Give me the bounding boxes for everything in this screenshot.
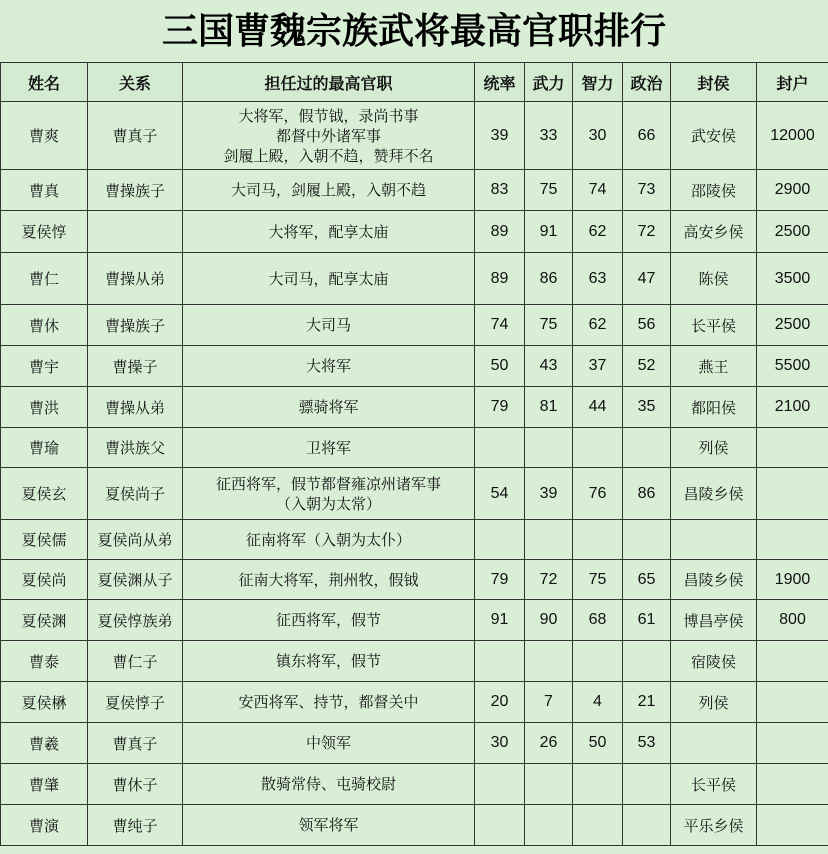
- cell-lead: 89: [475, 211, 525, 253]
- position-line: 征西将军，假节: [275, 611, 381, 629]
- table-row: [1, 468, 828, 520]
- table-row: [1, 170, 828, 211]
- cell-pol: 53: [623, 723, 671, 764]
- col-title-header: 封侯: [671, 63, 757, 102]
- cell-title: [671, 520, 757, 560]
- cell-war: [525, 764, 573, 805]
- cell-position: [183, 723, 475, 764]
- cell-int: [573, 428, 623, 468]
- cell-fief: 2500: [757, 211, 828, 253]
- cell-pol: 47: [623, 253, 671, 305]
- cell-int: 74: [573, 170, 623, 211]
- cell-title: 武安侯: [671, 102, 757, 170]
- cell-relation: 曹休子: [88, 764, 183, 805]
- cell-relation: [88, 211, 183, 253]
- cell-war: [525, 641, 573, 682]
- cell-lead: [475, 805, 525, 846]
- cell-pol: [623, 641, 671, 682]
- cell-position: [183, 520, 475, 560]
- col-lead-header: 统率: [475, 63, 525, 102]
- col-pol-header: 政治: [623, 63, 671, 102]
- cell-lead: [475, 428, 525, 468]
- cell-title: 长平侯: [671, 764, 757, 805]
- cell-name: 曹仁: [1, 253, 88, 305]
- cell-position: [183, 428, 475, 468]
- cell-fief: 3500: [757, 253, 828, 305]
- cell-war: [525, 428, 573, 468]
- cell-pol: 21: [623, 682, 671, 723]
- cell-title: 宿陵侯: [671, 641, 757, 682]
- cell-title: 昌陵乡侯: [671, 560, 757, 600]
- cell-position: [183, 600, 475, 641]
- cell-title: 都阳侯: [671, 387, 757, 428]
- cell-int: 76: [573, 468, 623, 520]
- cell-fief: 2900: [757, 170, 828, 211]
- cell-title: 陈侯: [671, 253, 757, 305]
- cell-lead: [475, 641, 525, 682]
- col-relation-header: 关系: [88, 63, 183, 102]
- col-int-header: 智力: [573, 63, 623, 102]
- cell-relation: 夏侯尚子: [88, 468, 183, 520]
- cell-int: [573, 520, 623, 560]
- cell-int: 50: [573, 723, 623, 764]
- cell-int: 63: [573, 253, 623, 305]
- cell-name: 曹洪: [1, 387, 88, 428]
- cell-lead: 83: [475, 170, 525, 211]
- cell-pol: 66: [623, 102, 671, 170]
- generals-table: [0, 62, 828, 846]
- cell-war: 81: [525, 387, 573, 428]
- cell-relation: 曹操子: [88, 346, 183, 387]
- cell-relation: 曹纯子: [88, 805, 183, 846]
- cell-title: 列侯: [671, 682, 757, 723]
- position-line: 散骑常侍、屯骑校尉: [260, 775, 396, 793]
- cell-relation: 夏侯渊从子: [88, 560, 183, 600]
- col-position-header: 担任过的最高官职: [183, 63, 475, 102]
- cell-name: 曹爽: [1, 102, 88, 170]
- cell-war: 39: [525, 468, 573, 520]
- cell-fief: 2100: [757, 387, 828, 428]
- table-body: [1, 102, 828, 846]
- position-line: 征南大将军，荆州牧，假钺: [238, 570, 419, 589]
- cell-name: 曹羲: [1, 723, 88, 764]
- cell-lead: 20: [475, 682, 525, 723]
- cell-lead: 50: [475, 346, 525, 387]
- cell-int: 75: [573, 560, 623, 600]
- cell-war: 7: [525, 682, 573, 723]
- cell-int: 68: [573, 600, 623, 641]
- table-row: [1, 253, 828, 305]
- table-row: [1, 805, 828, 846]
- cell-name: 夏侯尚: [1, 560, 88, 600]
- cell-lead: 91: [475, 600, 525, 641]
- table-row: [1, 520, 828, 560]
- cell-war: [525, 520, 573, 560]
- table-row: [1, 682, 828, 723]
- cell-pol: 56: [623, 305, 671, 346]
- position-line: 骠骑将军: [298, 398, 359, 416]
- cell-lead: 74: [475, 305, 525, 346]
- cell-name: 曹肇: [1, 764, 88, 805]
- cell-int: [573, 805, 623, 846]
- cell-int: 62: [573, 211, 623, 253]
- cell-int: [573, 764, 623, 805]
- cell-position: [183, 211, 475, 253]
- cell-name: 曹演: [1, 805, 88, 846]
- cell-fief: [757, 764, 828, 805]
- position-line: 领军将军: [298, 816, 359, 834]
- cell-fief: 2500: [757, 305, 828, 346]
- cell-fief: [757, 682, 828, 723]
- cell-fief: 12000: [757, 102, 828, 170]
- table-row: [1, 305, 828, 346]
- cell-war: [525, 805, 573, 846]
- cell-war: 26: [525, 723, 573, 764]
- cell-war: 91: [525, 211, 573, 253]
- cell-relation: 曹操从弟: [88, 253, 183, 305]
- cell-relation: 曹操从弟: [88, 387, 183, 428]
- table-row: [1, 600, 828, 641]
- cell-name: 曹真: [1, 170, 88, 211]
- cell-relation: 曹仁子: [88, 641, 183, 682]
- position-line: 征南将军（入朝为太仆）: [245, 530, 411, 549]
- cell-title: 高安乡侯: [671, 211, 757, 253]
- cell-pol: 35: [623, 387, 671, 428]
- table-row: [1, 428, 828, 468]
- position-line: 中领军: [305, 734, 351, 752]
- position-line: 大司马，剑履上殿，入朝不趋: [230, 181, 426, 199]
- cell-title: 长平侯: [671, 305, 757, 346]
- cell-title: 平乐乡侯: [671, 805, 757, 846]
- cell-lead: 39: [475, 102, 525, 170]
- cell-pol: [623, 520, 671, 560]
- table-row: [1, 764, 828, 805]
- cell-int: 37: [573, 346, 623, 387]
- cell-fief: [757, 468, 828, 520]
- position-line: 大将军，配享太庙: [268, 222, 389, 241]
- position-line: 大司马: [305, 316, 351, 334]
- position-line: 卫将军: [305, 438, 351, 457]
- col-name-header: 姓名: [1, 63, 88, 102]
- cell-pol: [623, 764, 671, 805]
- cell-name: 曹休: [1, 305, 88, 346]
- cell-position: [183, 805, 475, 846]
- position-line: 安西将军、持节，都督关中: [238, 693, 419, 711]
- cell-relation: 曹操族子: [88, 305, 183, 346]
- position-line: 都督中外诸军事: [275, 126, 381, 145]
- cell-pol: [623, 805, 671, 846]
- cell-title: 燕王: [671, 346, 757, 387]
- cell-war: 86: [525, 253, 573, 305]
- cell-position: [183, 253, 475, 305]
- cell-position: [183, 682, 475, 723]
- cell-pol: [623, 428, 671, 468]
- table-row: [1, 102, 828, 170]
- cell-war: 72: [525, 560, 573, 600]
- position-line: 镇东将军，假节: [275, 652, 381, 670]
- table-row: [1, 346, 828, 387]
- cell-title: 列侯: [671, 428, 757, 468]
- cell-position: [183, 305, 475, 346]
- cell-position: [183, 560, 475, 600]
- cell-position: [183, 102, 475, 170]
- cell-name: 夏侯楙: [1, 682, 88, 723]
- cell-title: [671, 723, 757, 764]
- cell-name: 曹泰: [1, 641, 88, 682]
- cell-int: 62: [573, 305, 623, 346]
- cell-war: 43: [525, 346, 573, 387]
- cell-pol: 86: [623, 468, 671, 520]
- cell-lead: 79: [475, 560, 525, 600]
- cell-fief: 800: [757, 600, 828, 641]
- cell-pol: 52: [623, 346, 671, 387]
- col-fief-header: 封户: [757, 63, 828, 102]
- cell-name: 曹瑜: [1, 428, 88, 468]
- cell-position: [183, 387, 475, 428]
- cell-relation: 曹真子: [88, 723, 183, 764]
- table-row: [1, 560, 828, 600]
- cell-lead: [475, 520, 525, 560]
- cell-pol: 61: [623, 600, 671, 641]
- cell-int: 4: [573, 682, 623, 723]
- cell-position: [183, 346, 475, 387]
- cell-war: 90: [525, 600, 573, 641]
- cell-int: [573, 641, 623, 682]
- cell-fief: [757, 805, 828, 846]
- cell-name: 曹宇: [1, 346, 88, 387]
- cell-name: 夏侯渊: [1, 600, 88, 641]
- position-line: 征西将军，假节都督雍凉州诸军事: [215, 474, 441, 493]
- position-line: 大司马，配享太庙: [268, 269, 389, 288]
- cell-position: [183, 764, 475, 805]
- cell-lead: 30: [475, 723, 525, 764]
- cell-fief: [757, 520, 828, 560]
- cell-fief: [757, 641, 828, 682]
- cell-name: 夏侯儒: [1, 520, 88, 560]
- cell-name: 夏侯玄: [1, 468, 88, 520]
- cell-pol: 65: [623, 560, 671, 600]
- cell-fief: 5500: [757, 346, 828, 387]
- cell-war: 75: [525, 305, 573, 346]
- cell-title: 邵陵侯: [671, 170, 757, 211]
- table-row: [1, 723, 828, 764]
- header-row: [1, 63, 828, 102]
- cell-lead: 54: [475, 468, 525, 520]
- cell-war: 75: [525, 170, 573, 211]
- col-war-header: 武力: [525, 63, 573, 102]
- cell-war: 33: [525, 102, 573, 170]
- position-line: 大将军，假节钺，录尚书事: [238, 106, 419, 125]
- cell-relation: 夏侯惇子: [88, 682, 183, 723]
- cell-position: [183, 468, 475, 520]
- cell-pol: 72: [623, 211, 671, 253]
- position-line: 大将军: [305, 357, 351, 375]
- cell-name: 夏侯惇: [1, 211, 88, 253]
- cell-relation: 夏侯尚从弟: [88, 520, 183, 560]
- position-line: 剑履上殿，入朝不趋，赞拜不名: [223, 146, 434, 165]
- cell-title: 昌陵乡侯: [671, 468, 757, 520]
- table-row: [1, 641, 828, 682]
- cell-int: 30: [573, 102, 623, 170]
- cell-lead: 79: [475, 387, 525, 428]
- cell-lead: 89: [475, 253, 525, 305]
- cell-fief: [757, 723, 828, 764]
- cell-int: 44: [573, 387, 623, 428]
- page-title: 三国曹魏宗族武将最高官职排行: [0, 0, 828, 62]
- table-row: [1, 211, 828, 253]
- cell-title: 博昌亭侯: [671, 600, 757, 641]
- cell-relation: 曹操族子: [88, 170, 183, 211]
- table-row: [1, 387, 828, 428]
- position-line: （入朝为太常）: [275, 494, 381, 513]
- cell-lead: [475, 764, 525, 805]
- cell-position: [183, 170, 475, 211]
- cell-relation: 夏侯惇族弟: [88, 600, 183, 641]
- cell-pol: 73: [623, 170, 671, 211]
- cell-relation: 曹洪族父: [88, 428, 183, 468]
- cell-position: [183, 641, 475, 682]
- cell-relation: 曹真子: [88, 102, 183, 170]
- cell-fief: [757, 428, 828, 468]
- cell-fief: 1900: [757, 560, 828, 600]
